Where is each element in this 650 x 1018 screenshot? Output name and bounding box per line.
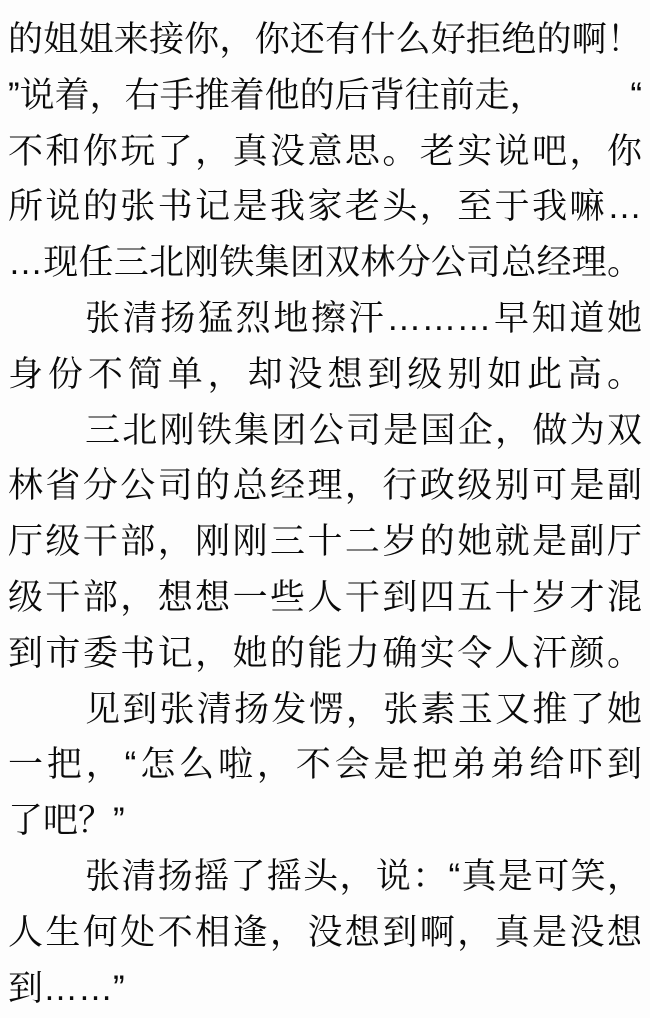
text-line: 三北刚铁集团公司是国企，做为双 bbox=[85, 410, 642, 450]
text-line: 不和你玩了，真没意思。老实说吧，你 bbox=[8, 131, 642, 171]
text-line: 到市委书记，她的能力确实令人汗颜。 bbox=[8, 633, 642, 673]
text-line: 见到张清扬发愣，张素玉又推了她 bbox=[85, 689, 642, 729]
text-line: 身份不简单，却没想到级别如此高。 bbox=[8, 354, 642, 394]
text-line: 级干部，想想一些人干到四五十岁才混 bbox=[8, 577, 642, 617]
text-line: 所说的张书记是我家老头，至于我嘛… bbox=[8, 187, 642, 227]
text-line: 张清扬猛烈地擦汗………早知道她 bbox=[85, 298, 642, 338]
text-line: 到……” bbox=[8, 968, 125, 1008]
text-line: 人生何处不相逢，没想到啊，真是没想 bbox=[8, 912, 642, 952]
text-line-tail-quote: “ bbox=[630, 75, 642, 115]
text-line-main: ”说着，右手推着他的后背往前走， bbox=[8, 75, 545, 115]
text-line: 林省分公司的总经理，行政级别可是副 bbox=[8, 466, 642, 506]
text-line: …现任三北刚铁集团双林分公司总经理。 bbox=[8, 243, 642, 283]
text-line: 厅级干部，刚刚三十二岁的她就是副厅 bbox=[8, 522, 642, 562]
text-line: 一把，“怎么啦，不会是把弟弟给吓到 bbox=[8, 745, 642, 785]
text-line: 的姐姐来接你，你还有什么好拒绝的啊！ bbox=[8, 20, 642, 59]
text-line bbox=[8, 68, 642, 124]
text-line: 了吧？” bbox=[8, 801, 125, 841]
text-line: 张清扬摇了摇头，说：“真是可笑， bbox=[85, 856, 642, 896]
